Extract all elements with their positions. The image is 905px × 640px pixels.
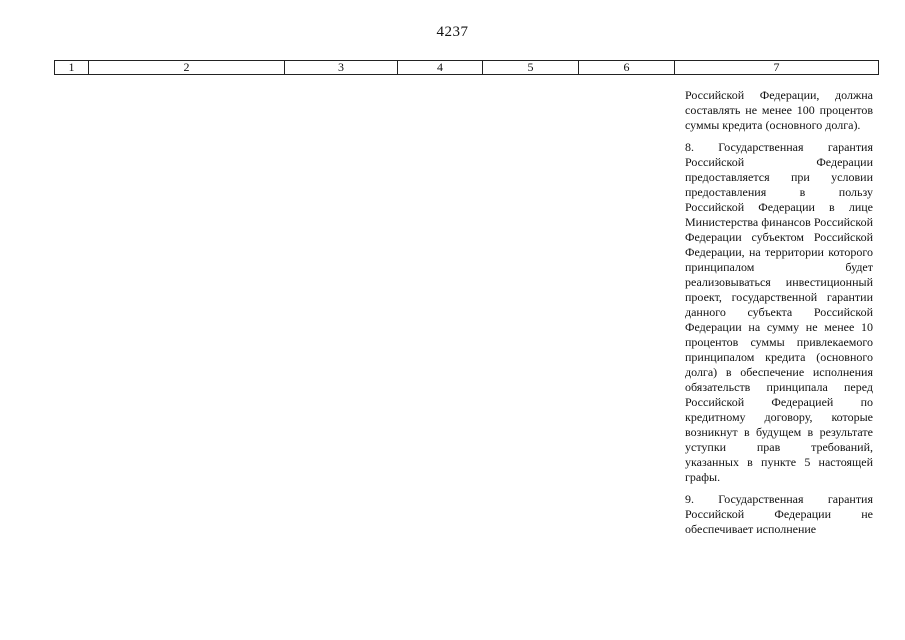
column-header-1: 1 bbox=[55, 61, 89, 75]
column-header-row bbox=[55, 61, 879, 75]
paragraph-item-9: 9. Государственная гарантия Российской Федерации не обеспечивает исполнение bbox=[685, 492, 873, 536]
column-header-5: 5 bbox=[483, 61, 579, 75]
column-header-2: 2 bbox=[89, 61, 285, 75]
paragraph-continuation: Российской Федерации, должна составлять не менее 100 процентов суммы кредита (основного долга). bbox=[685, 88, 873, 132]
column-header-table bbox=[54, 60, 879, 75]
column-header-3: 3 bbox=[285, 61, 398, 75]
column-header-6: 6 bbox=[579, 61, 675, 75]
page-number: 4237 bbox=[436, 24, 469, 40]
column-7-text bbox=[685, 88, 873, 544]
column-header-7: 7 bbox=[675, 61, 879, 75]
column-header-4: 4 bbox=[398, 61, 483, 75]
paragraph-item-8: 8. Государственная гарантия Российской Федерации предоставляется при условии предоставления в пользу Российской Федерации в лице Министерства финансов Российской Федерации субъектом Российской Федерации, на территории которого принципалом будет реализовываться инвестиционный проект, государственной гарантии данного субъекта Российской Федерации на сумму не менее 10 процентов суммы привлекаемого принципалом кредита (основного долга) в обеспечение исполнения обязательств принципала перед Российской Федерацией по кредитному договору, которые возникнут в будущем в результате уступки прав требований, указанных в пункте 5 настоящей графы. bbox=[685, 140, 873, 484]
